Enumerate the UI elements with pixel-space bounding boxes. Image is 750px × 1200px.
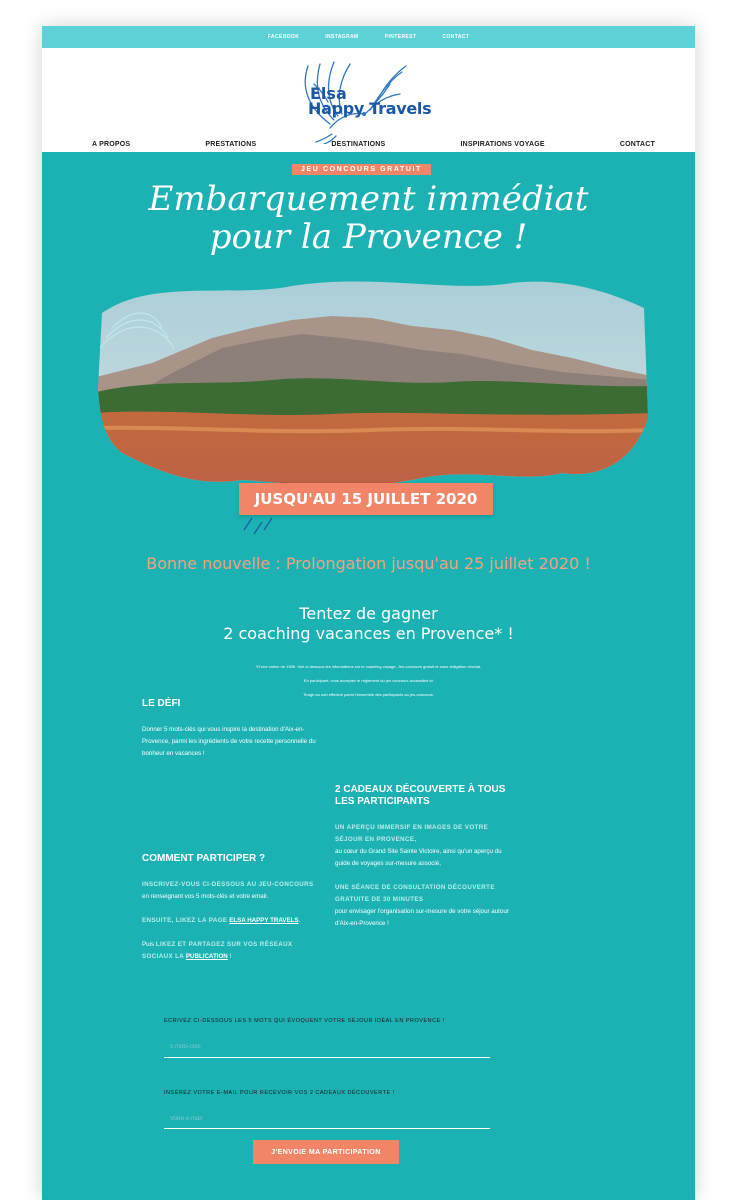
prize-headline: [102, 604, 635, 644]
prize-line1: Tentez de gagner: [299, 604, 438, 623]
defi-text: Donner 5 mots-clés qui vous inspire la destination d'Aix-en-Provence, parmi les ingrédients de votre recette personnelle du bonheur en vacances !: [142, 726, 316, 757]
social-bar: [42, 26, 695, 48]
hero-section: [42, 152, 695, 712]
fine-print-2[interactable]: En participant, vous acceptez le règlement du jeu concours accessible ici: [303, 678, 434, 683]
contest-badge: JEU CONCOURS GRATUIT: [292, 164, 431, 175]
extension-notice: Bonne nouvelle : Prolongation jusqu'au 25 juillet 2020 !: [146, 554, 591, 573]
logo-line2: Happy Travels: [308, 99, 432, 118]
step1-text: en renseignant vos 5 mots-clés et votre email.: [142, 893, 269, 900]
keywords-label: ECRIVEZ CI-DESSOUS LES 5 MOTS QUI ÉVOQUENT VOTRE SÉJOUR IDÉAL EN PROVENCE !: [164, 1018, 445, 1024]
left-column: [142, 698, 322, 963]
nav-item-inspirations[interactable]: INSPIRATIONS VOYAGE: [460, 141, 545, 148]
submit-participation-button[interactable]: J'ENVOIE MA PARTICIPATION: [253, 1140, 399, 1164]
step2-highlight: ENSUITE, LIKEZ LA PAGE: [142, 917, 228, 924]
main-nav: [42, 141, 695, 148]
gift2-highlight: UNE SÉANCE DE CONSULTATION DÉCOUVERTE GRATUITE DE 30 MINUTES: [335, 884, 495, 903]
site-header: [42, 48, 695, 152]
step3-end: !: [229, 953, 232, 960]
logo-wordmark[interactable]: [308, 86, 431, 116]
social-link-pinterest[interactable]: PINTEREST: [384, 34, 417, 40]
social-link-facebook[interactable]: FACEBOOK: [267, 34, 300, 40]
nav-item-prestations[interactable]: PRESTATIONS: [205, 141, 257, 148]
participer-step1: [142, 879, 322, 903]
fine-print-1: *D'une valeur de 150€. Voir ci-dessous les informations sur le coaching voyage. Jeu-concours gratuit et sans obligation d'achat.: [255, 664, 482, 669]
nav-item-a-propos[interactable]: A PROPOS: [92, 141, 131, 148]
email-label: INSÉREZ VOTRE E-MAIL POUR RECEVOIR VOS 2 CADEAUX DÉCOUVERTE !: [164, 1089, 395, 1096]
fine-print: [142, 660, 595, 702]
participation-form: [164, 1018, 494, 1129]
social-link-contact[interactable]: CONTACT: [442, 34, 470, 40]
defi-title: LE DÉFI: [142, 698, 181, 709]
step2-end: .: [298, 917, 301, 924]
gift2-text: pour envisager l'organisation sur-mesure de votre séjour autour d'Aix-en-Provence !: [335, 908, 509, 927]
elsa-happy-travels-link[interactable]: ELSA HAPPY TRAVELS: [229, 917, 299, 924]
step3-start: Puis: [142, 941, 155, 948]
deadline-banner: JUSQU'AU 15 JUILLET 2020: [239, 483, 493, 515]
gift1-highlight: UN APERÇU IMMERSIF EN IMAGES DE VOTRE SÉJOUR EN PROVENCE,: [335, 824, 489, 843]
fine-print-3: Tirage au sort effectué parmi l'ensemble des participants au jeu-concours.: [303, 692, 434, 697]
step1-highlight: INSCRIVEZ-VOUS CI-DESSOUS AU JEU-CONCOURS: [142, 881, 314, 888]
hero-title: [42, 180, 695, 256]
nav-item-destinations[interactable]: DESTINATIONS: [331, 141, 386, 148]
participer-title: COMMENT PARTICIPER ?: [142, 853, 266, 864]
participer-step2: [142, 915, 322, 927]
gift1-text: au cœur du Grand Site Sainte Victoire, ainsi qu'un aperçu du guide de voyages sur-mesure associé,: [335, 848, 502, 867]
hero-title-line1: Embarquement immédiat: [148, 179, 589, 219]
cadeaux-title: 2 CADEAUX DÉCOUVERTE À TOUS LES PARTICIPANTS: [335, 784, 506, 807]
gift-2: [335, 882, 515, 930]
hero-title-line2: pour la Provence !: [209, 217, 528, 257]
publication-link[interactable]: PUBLICATION: [185, 953, 228, 960]
nav-item-contact[interactable]: CONTACT: [619, 141, 655, 148]
logo-line1: Elsa: [310, 84, 347, 103]
email-input[interactable]: [164, 1109, 490, 1129]
social-link-instagram[interactable]: INSTAGRAM: [325, 34, 359, 40]
gift-1: [335, 822, 515, 870]
prize-line2: 2 coaching vacances en Provence* !: [223, 624, 514, 643]
participer-step3: [142, 939, 322, 963]
step3-highlight: LIKEZ ET PARTAGEZ SUR VOS RÉSEAUX SOCIAUX LA: [142, 941, 293, 960]
keywords-input[interactable]: [164, 1038, 490, 1058]
right-column: [335, 784, 515, 930]
